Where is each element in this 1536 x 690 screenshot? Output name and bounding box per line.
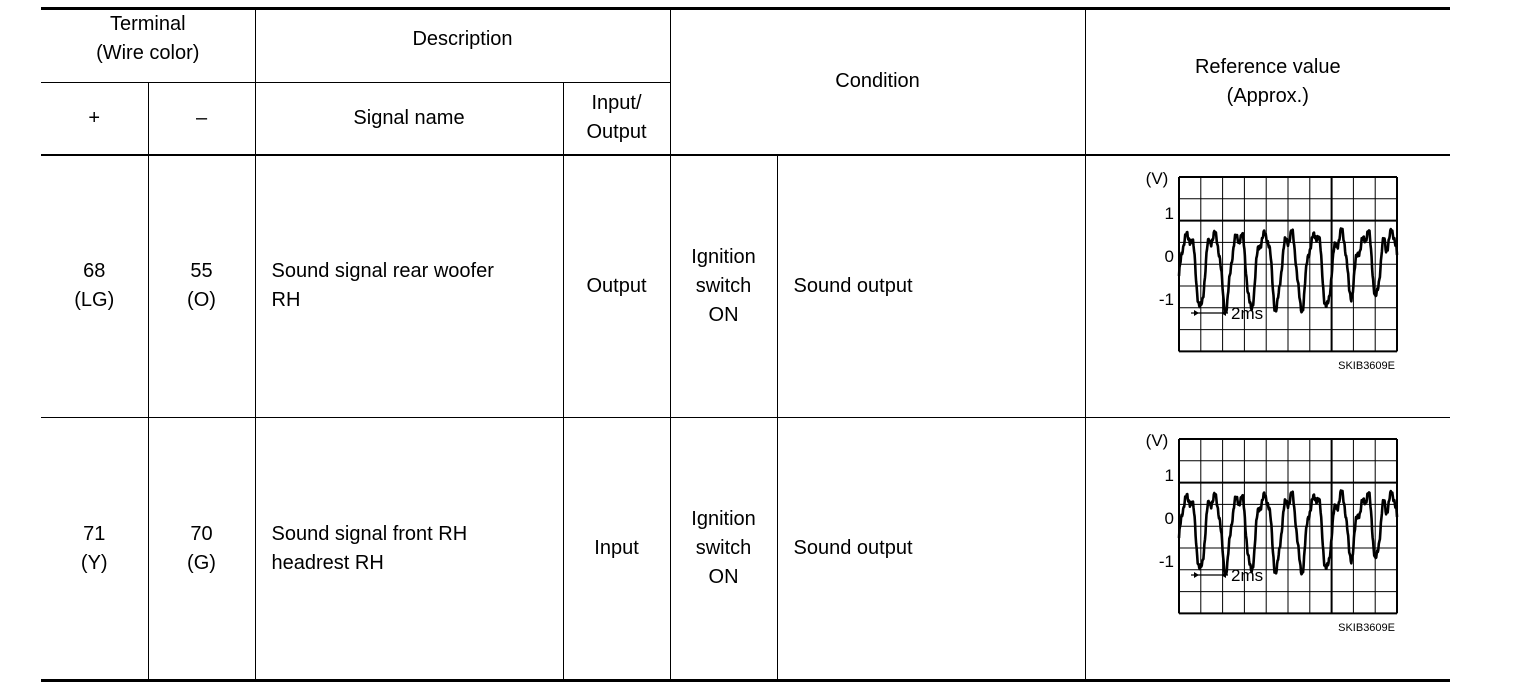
io-cell: Output xyxy=(563,155,670,418)
condition-state-cell: Sound output xyxy=(777,155,1085,418)
plus-wire-color: (LG) xyxy=(74,289,115,312)
reference-header-line1: Reference value xyxy=(1194,55,1341,78)
io-cell: Input xyxy=(563,418,670,681)
reference-header-line2: (Approx.) xyxy=(1226,84,1309,107)
scope-y-label-0: 0 xyxy=(1164,509,1174,528)
minus-header: – xyxy=(148,83,255,155)
condition-line2: switch xyxy=(695,537,752,559)
condition-switch-cell xyxy=(670,155,777,418)
signal-name-cell xyxy=(255,418,563,681)
plus-header: + xyxy=(41,83,148,155)
reference-value-cell xyxy=(1085,418,1450,681)
reference-value-cell xyxy=(1085,155,1450,418)
condition-state-cell: Sound output xyxy=(777,418,1085,681)
scope-y-label-minus1: -1 xyxy=(1158,552,1174,571)
scope-grid xyxy=(1179,439,1397,613)
description-header xyxy=(255,9,670,83)
condition-line3: ON xyxy=(708,566,739,588)
figure-code: SKIB3609E xyxy=(1337,622,1395,634)
signal-name-cell xyxy=(255,155,563,418)
table-row xyxy=(41,418,1450,681)
signal-name-line1: Sound signal front RH xyxy=(271,522,468,545)
scope-y-label-minus1: -1 xyxy=(1158,289,1174,309)
reference-header xyxy=(1085,9,1450,155)
condition-header-text: Condition xyxy=(835,70,920,93)
plus-terminal-cell xyxy=(41,418,148,681)
condition-header xyxy=(670,9,1085,155)
terminal-header xyxy=(41,9,255,83)
scope-y-label-0: 0 xyxy=(1164,246,1174,266)
condition-line2: switch xyxy=(695,274,752,297)
signal-name-line2: headrest RH xyxy=(271,551,384,574)
condition-line3: ON xyxy=(708,303,739,326)
signal-name-header: Signal name xyxy=(255,83,563,155)
terminal-header-line2: (Wire color) xyxy=(96,42,200,64)
minus-terminal-number: 55 xyxy=(190,260,213,283)
oscilloscope-waveform-1 xyxy=(1118,162,1418,378)
signal-name-line2: RH xyxy=(271,289,301,312)
plus-terminal-number: 68 xyxy=(83,260,106,283)
plus-wire-color: (Y) xyxy=(80,551,108,574)
signal-name-line1: Sound signal rear woofer xyxy=(271,260,494,283)
oscilloscope-waveform-2 xyxy=(1118,424,1418,640)
scope-unit-label: (V) xyxy=(1145,168,1169,188)
minus-terminal-cell xyxy=(148,155,255,418)
io-header-line2: Output xyxy=(586,121,647,144)
scope-grid xyxy=(1179,177,1397,351)
minus-terminal-number: 70 xyxy=(190,522,213,545)
plus-terminal-cell xyxy=(41,155,148,418)
table-row xyxy=(41,155,1450,418)
minus-wire-color: (O) xyxy=(187,289,216,312)
scope-y-label-1: 1 xyxy=(1164,203,1174,223)
scope-unit-label: (V) xyxy=(1145,431,1169,450)
condition-line1: Ignition xyxy=(691,508,756,530)
condition-line1: Ignition xyxy=(691,245,756,268)
io-header xyxy=(563,83,670,155)
condition-switch-cell xyxy=(670,418,777,681)
minus-wire-color: (G) xyxy=(187,551,216,574)
scope-time-label: 2ms xyxy=(1230,566,1263,585)
scope-y-label-1: 1 xyxy=(1164,466,1174,485)
terminal-header-line1: Terminal xyxy=(109,13,186,35)
io-header-line1: Input/ xyxy=(591,92,642,115)
minus-terminal-cell xyxy=(148,418,255,681)
figure-code: SKIB3609E xyxy=(1337,359,1395,372)
plus-terminal-number: 71 xyxy=(83,522,106,545)
terminal-spec-table xyxy=(41,7,1450,682)
scope-time-label: 2ms xyxy=(1230,303,1263,323)
description-header-text: Description xyxy=(412,27,513,50)
